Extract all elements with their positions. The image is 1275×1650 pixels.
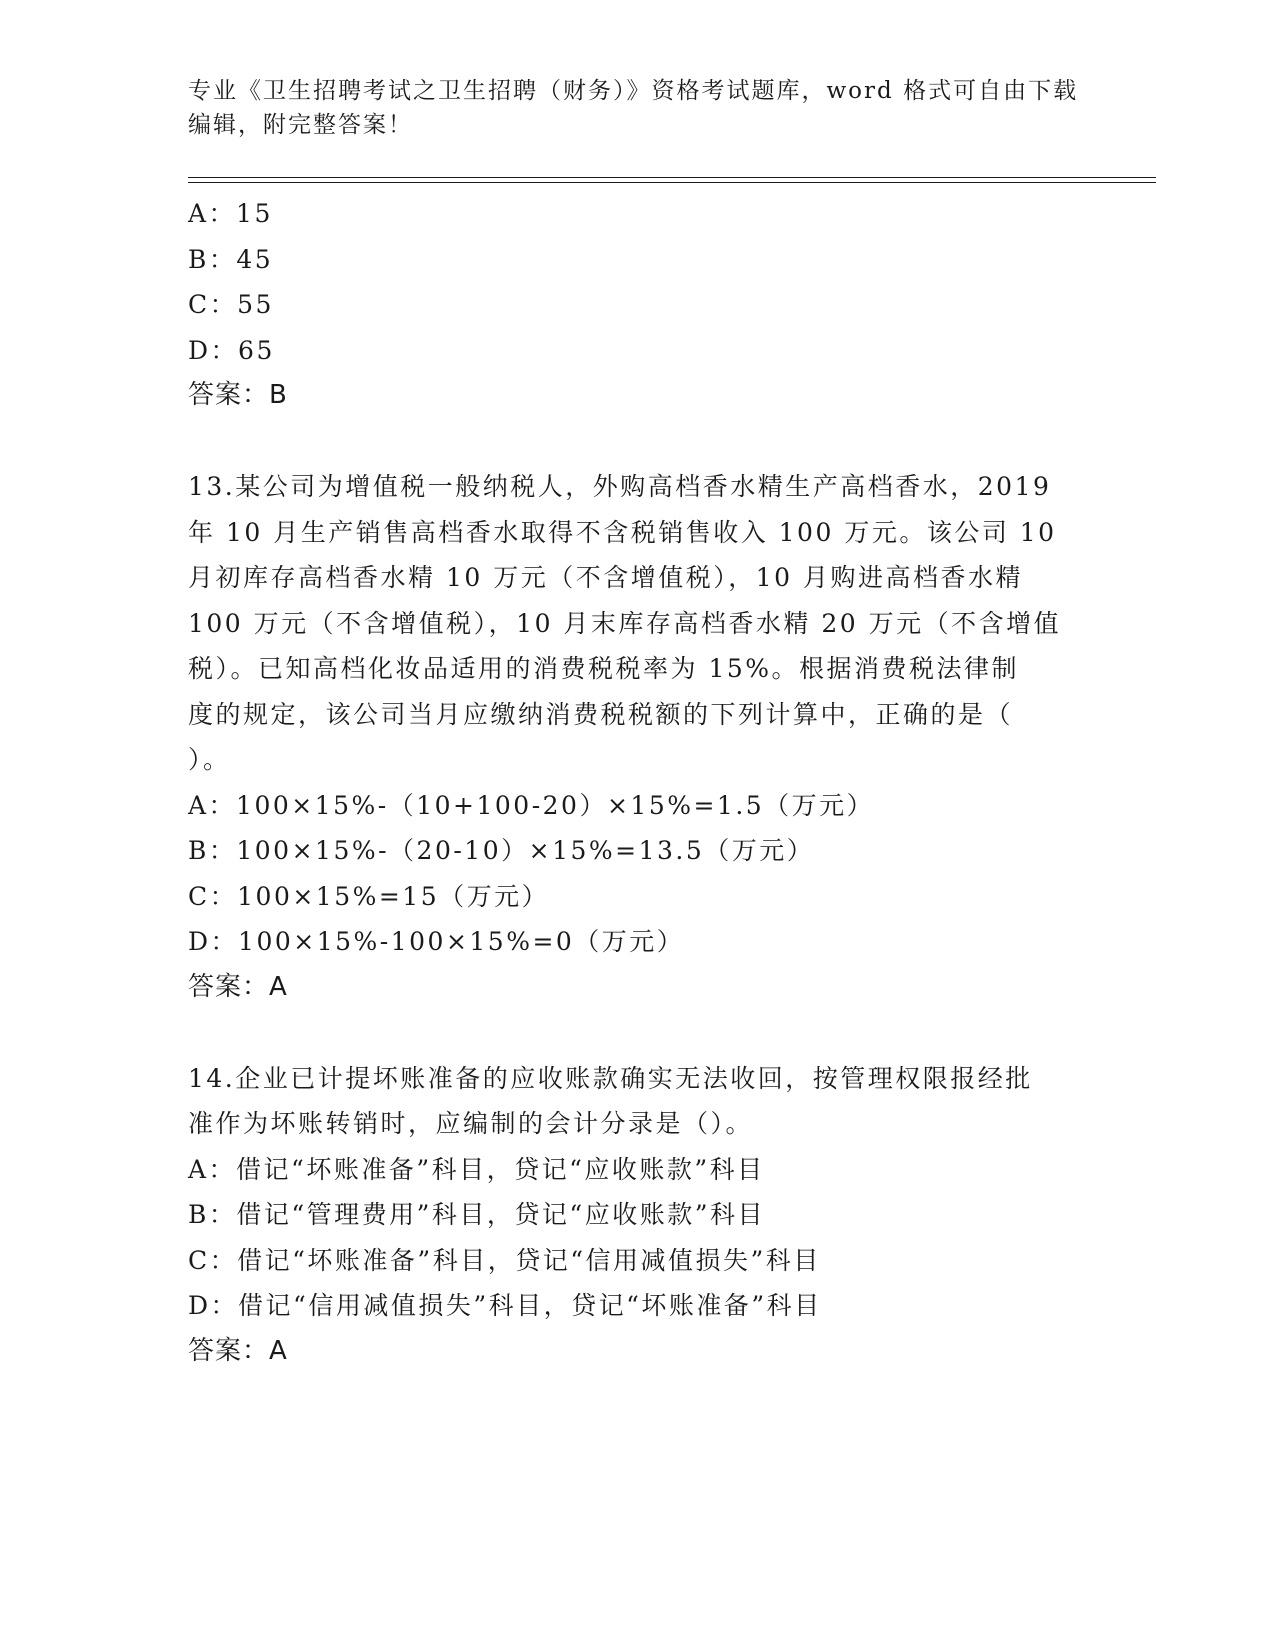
option-b: B：45 <box>188 244 274 274</box>
question-text-line: 度的规定，该公司当月应缴纳消费税税额的下列计算中，正确的是（ <box>188 699 1014 729</box>
header-text-line-1: 专业《卫生招聘考试之卫生招聘（财务）》资格考试题库，word 格式可自由下载 <box>188 78 1079 104</box>
option-d: D：100×15%-100×15%=0（万元） <box>188 927 685 956</box>
question-text-line: 14.企业已计提坏账准备的应收账款确实无法收回，按管理权限报经批 <box>188 1063 1033 1093</box>
option-a: A：借记“坏账准备”科目，贷记“应收账款”科目 <box>188 1154 765 1184</box>
option-a: A：15 <box>188 199 273 228</box>
answer-line: 答案：B <box>188 380 288 410</box>
option-d: D：借记“信用减值损失”科目，贷记“坏账准备”科目 <box>188 1291 822 1320</box>
option-c: C：100×15%=15（万元） <box>188 881 550 911</box>
question-text-line: 100 万元（不含增值税），10 月末库存高档香水精 20 万元（不含增值 <box>188 608 1062 638</box>
option-b: B：借记“管理费用”科目，贷记“应收账款”科目 <box>188 1200 765 1229</box>
answer-line: 答案：A <box>188 971 288 1002</box>
question-14 <box>188 1056 1088 1375</box>
answer-line: 答案：A <box>188 1335 288 1366</box>
question-text-line: 13.某公司为增值税一般纳税人，外购高档香水精生产高档香水，2019 <box>188 472 1052 501</box>
option-d: D：65 <box>188 335 275 365</box>
question-12-tail <box>188 191 1088 419</box>
spacer <box>188 419 1088 465</box>
header-divider-top <box>188 177 1156 178</box>
document-header <box>188 74 1088 142</box>
option-b: B：100×15%-（20-10）×15%=13.5（万元） <box>188 836 815 865</box>
question-13 <box>188 464 1088 1010</box>
header-divider-bottom <box>188 182 1156 183</box>
spacer <box>188 1010 1088 1056</box>
header-text-line-2: 编辑，附完整答案！ <box>188 112 413 138</box>
question-text-line: 年 10 月生产销售高档香水取得不含税销售收入 100 万元。该公司 10 <box>188 517 1057 547</box>
question-text-line: 准作为坏账转销时，应编制的会计分录是（）。 <box>188 1109 754 1138</box>
question-text-line: ）。 <box>188 745 231 774</box>
option-c: C：借记“坏账准备”科目，贷记“信用减值损失”科目 <box>188 1245 821 1275</box>
option-a: A：100×15%-（10+100-20）×15%=1.5（万元） <box>188 790 875 820</box>
question-text-line: 税）。已知高档化妆品适用的消费税税率为 15%。根据消费税法律制 <box>188 654 1020 683</box>
option-c: C：55 <box>188 290 274 319</box>
question-text-line: 月初库存高档香水精 10 万元（不含增值税），10 月购进高档香水精 <box>188 563 1023 592</box>
document-body <box>188 191 1088 1374</box>
